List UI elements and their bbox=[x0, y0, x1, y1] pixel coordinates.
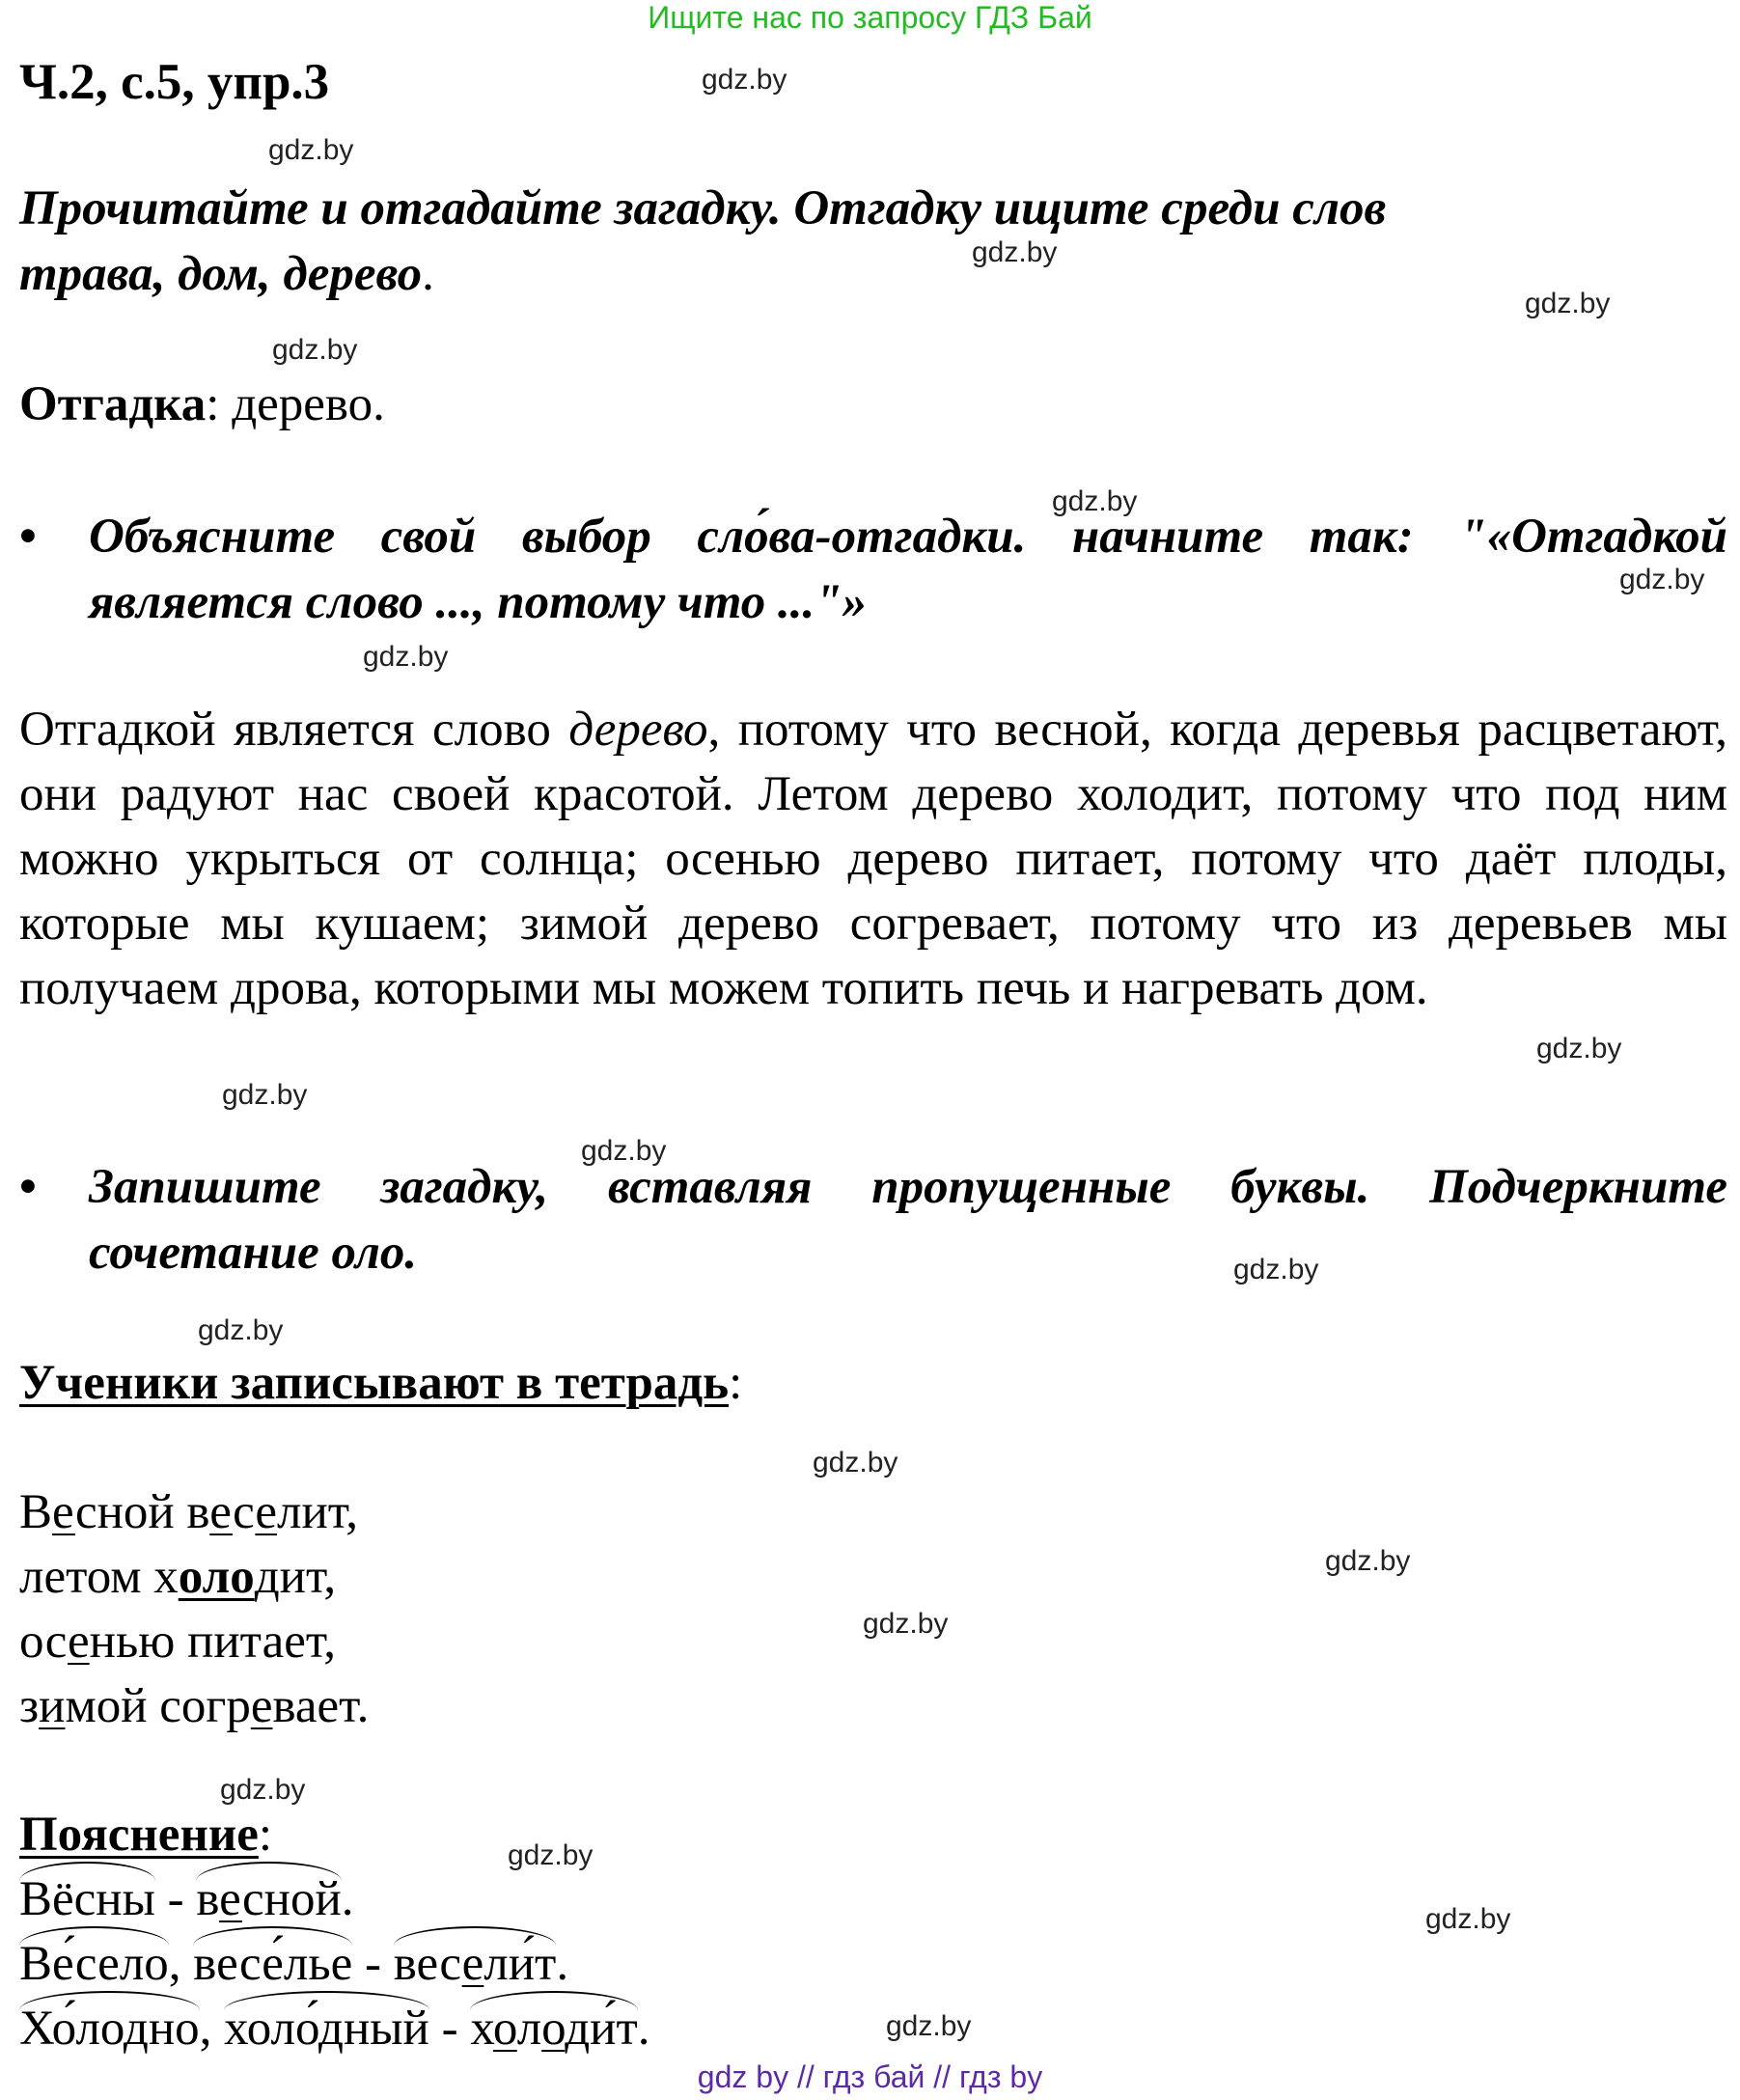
watermark: gdz.by bbox=[1425, 1903, 1511, 1935]
riddle-text: сной в bbox=[74, 1485, 210, 1539]
riddle-text: дит, bbox=[254, 1550, 337, 1604]
root-word bbox=[193, 1932, 352, 1997]
notebook-heading bbox=[19, 1351, 742, 1416]
riddle-text: вает. bbox=[272, 1679, 370, 1733]
watermark: gdz.by bbox=[1233, 1254, 1319, 1285]
riddle-line-4 bbox=[19, 1674, 369, 1739]
checked-letter: е bbox=[461, 1937, 484, 1991]
inserted-letter: е bbox=[255, 1485, 278, 1539]
word: в bbox=[196, 1872, 220, 1926]
watermark: gdz.by bbox=[1619, 564, 1705, 595]
task-line-2 bbox=[19, 241, 1727, 307]
explanation-part-1: Отгадкой является слово bbox=[19, 703, 569, 757]
watermark: gdz.by bbox=[220, 1774, 306, 1806]
separator: - bbox=[154, 1872, 197, 1926]
note-colon: : bbox=[258, 1808, 273, 1862]
inserted-letter: е bbox=[68, 1615, 90, 1669]
riddle-text: з bbox=[19, 1679, 40, 1733]
watermark: gdz.by bbox=[863, 1608, 949, 1640]
watermark: gdz.by bbox=[813, 1447, 898, 1478]
exercise-title: Ч.2, с.5, упр.3 bbox=[19, 54, 330, 110]
explanation-word: дерево bbox=[568, 703, 708, 757]
notebook-colon: : bbox=[729, 1356, 743, 1410]
watermark: gdz.by bbox=[1536, 1033, 1622, 1064]
inserted-letter: е bbox=[52, 1485, 75, 1539]
word: л bbox=[516, 2002, 542, 2056]
root-word bbox=[394, 1932, 557, 1997]
watermark: gdz.by bbox=[581, 1135, 667, 1167]
separator: - bbox=[428, 2002, 471, 2056]
task-words: трава, дом, дерево bbox=[19, 247, 423, 301]
root-word bbox=[19, 1997, 200, 2061]
bullet-text-2: Запишите загадку, вставляя пропущенные буквы. Подчеркните сочетание оло. bbox=[89, 1160, 1727, 1280]
checked-letter: о bbox=[492, 2002, 517, 2056]
word: ли́т bbox=[483, 1937, 557, 1991]
riddle-line-3 bbox=[19, 1610, 336, 1674]
watermark: gdz.by bbox=[972, 236, 1058, 268]
watermark: gdz.by bbox=[1325, 1545, 1411, 1577]
riddle-line-2 bbox=[19, 1545, 336, 1610]
riddle-text: ос bbox=[19, 1615, 69, 1669]
word: Ве́село bbox=[19, 1937, 169, 1991]
word: х bbox=[470, 2002, 493, 2056]
answer-label: Отгадка bbox=[19, 377, 207, 431]
bullet-item-2 bbox=[19, 1154, 1727, 1285]
note-label: Пояснение bbox=[19, 1808, 259, 1862]
word: сной bbox=[242, 1872, 342, 1926]
word: вес bbox=[393, 1937, 462, 1991]
answer-text: : дерево. bbox=[206, 377, 385, 431]
root-word bbox=[19, 1867, 155, 1932]
root-arc-icon bbox=[394, 1926, 557, 1946]
watermark: gdz.by bbox=[198, 1314, 284, 1346]
watermark: gdz.by bbox=[886, 2010, 972, 2042]
pair-line-3 bbox=[19, 1997, 649, 2061]
period: . bbox=[341, 1872, 354, 1926]
period: . bbox=[556, 1937, 569, 1991]
watermark: gdz.by bbox=[222, 1079, 308, 1111]
olo-combination: оло bbox=[178, 1550, 255, 1604]
root-word bbox=[224, 1997, 429, 2061]
search-banner[interactable]: Ищите нас по запросу ГДЗ Бай bbox=[648, 0, 1092, 35]
word: ди́т bbox=[565, 2002, 638, 2056]
word: весе́лье bbox=[193, 1937, 353, 1991]
word: Вёсны bbox=[19, 1872, 155, 1926]
checked-letter: о bbox=[541, 2002, 566, 2056]
note-heading bbox=[19, 1803, 272, 1867]
bullet-icon: • bbox=[19, 1160, 37, 1214]
task-line-1: Прочитайте и отгадайте загадку. Отгадку ищите среди слов bbox=[19, 181, 1387, 235]
pair-line-2 bbox=[19, 1932, 568, 1997]
watermark: gdz.by bbox=[1525, 288, 1611, 319]
footer-links[interactable]: gdz by // гдз бай // гдз by bbox=[697, 2059, 1043, 2094]
word: холо́дный bbox=[224, 2002, 429, 2056]
bullet-icon: • bbox=[19, 510, 37, 564]
riddle-line-1 bbox=[19, 1480, 358, 1545]
pair-line-1 bbox=[19, 1867, 354, 1932]
bullet-text-1: Объясните свой выбор сло́ва-отгадки. начните так: "«Отгадкой является слово ..., потому что ..."» bbox=[89, 510, 1727, 629]
root-word bbox=[470, 1997, 637, 2061]
period: . bbox=[637, 2002, 650, 2056]
watermark: gdz.by bbox=[268, 134, 354, 166]
root-word bbox=[196, 1867, 341, 1932]
watermark: gdz.by bbox=[702, 64, 787, 96]
riddle-text: мой согр bbox=[65, 1679, 251, 1733]
checked-letter: е bbox=[219, 1872, 243, 1926]
riddle-text: В bbox=[19, 1485, 53, 1539]
explanation-paragraph bbox=[19, 698, 1727, 1021]
separator: , bbox=[168, 1937, 194, 1991]
root-word bbox=[19, 1932, 169, 1997]
inserted-letter: е bbox=[209, 1485, 234, 1539]
notebook-label: Ученики записывают в тетрадь bbox=[19, 1356, 730, 1410]
watermark: gdz.by bbox=[363, 641, 449, 673]
watermark: gdz.by bbox=[1052, 485, 1138, 517]
explanation-part-2: , потому что весной, когда деревья расцветают, они радуют нас своей красотой. Летом дерево холодит, потому что под ним можно укрыться от солнца; осенью дерево питает, потому что даёт плоды, которые мы кушаем; зимой дерево согревает, потому что из деревьев мы получаем дрова, которыми мы можем топить печь и нагревать дом. bbox=[19, 703, 1728, 1015]
separator: , bbox=[199, 2002, 225, 2056]
bullet-item-1 bbox=[19, 504, 1727, 635]
word: Хо́лодно bbox=[19, 2002, 200, 2056]
watermark: gdz.by bbox=[272, 334, 358, 366]
watermark: gdz.by bbox=[508, 1839, 594, 1871]
separator: - bbox=[352, 1937, 394, 1991]
riddle-text: нью питает, bbox=[89, 1615, 337, 1669]
answer-line bbox=[19, 373, 385, 437]
inserted-letter: и bbox=[39, 1679, 66, 1733]
riddle-text: с bbox=[233, 1485, 256, 1539]
riddle-text: летом х bbox=[19, 1550, 179, 1604]
inserted-letter: е bbox=[250, 1679, 273, 1733]
riddle-text: лит, bbox=[277, 1485, 358, 1539]
task-period: . bbox=[422, 247, 434, 301]
